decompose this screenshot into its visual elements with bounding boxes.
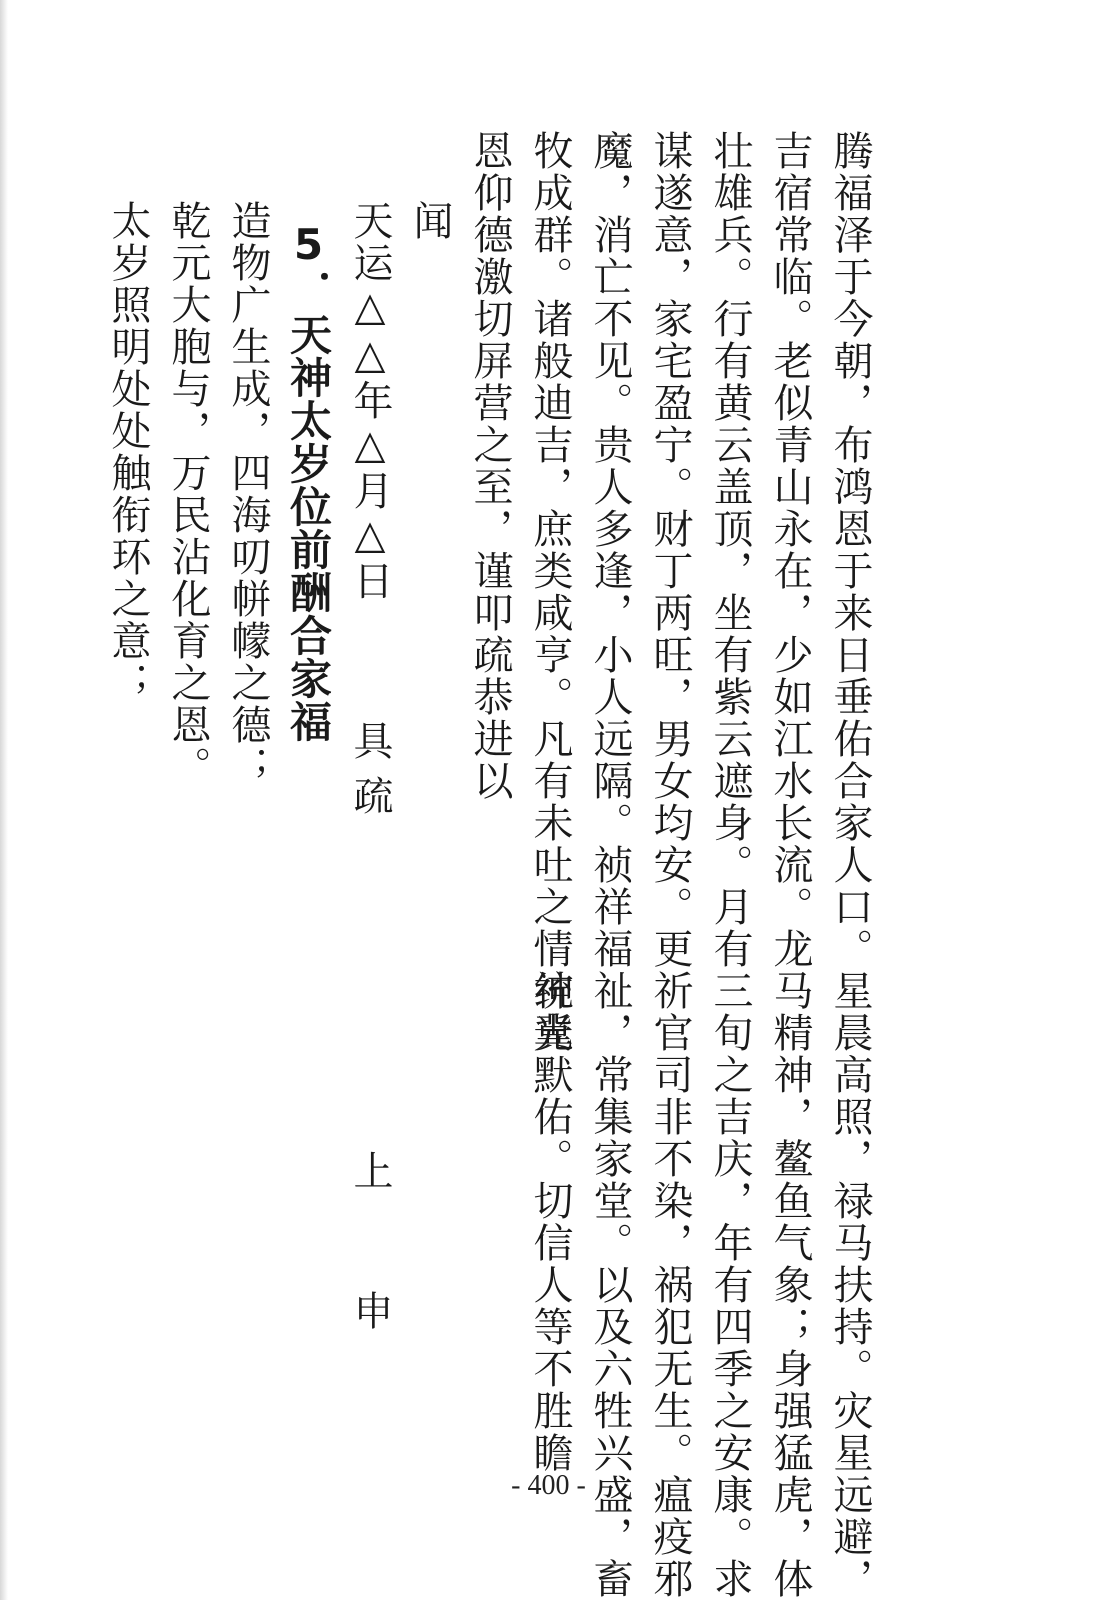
wen-character: 闻 [407,200,453,242]
closing-ju: 具 [347,720,393,762]
body-column-3: 壮雄兵。行有黄云盖顶，坐有紫云遮身。月有三旬之吉庆，年有四季之安康。求 [707,130,753,1600]
body-column-6-tail: 神光默佑。切信人等不胜瞻 [527,970,573,1474]
closing-shu: 疏 [347,775,393,817]
body-column-7: 恩仰德激切屏营之至，谨叩疏恭进以 [467,130,513,802]
page-number: - 400 - [511,1470,586,1501]
section-line-3: 太岁照明处处触衔环之意； [105,200,151,704]
section-heading: 5．天神太岁位前酬合家福 [284,220,333,743]
page-edge [0,0,8,1600]
body-column-5: 魔，消亡不见。贵人多逢，小人远隔。祯祥福祉，常集家堂。以及六牲兴盛，畜 [587,130,633,1600]
body-column-6: 牧成群。诸般迪吉，庶类咸亨。凡有未吐之情统冀 [527,130,573,1054]
body-column-2: 吉宿常临。老似青山永在，少如江水长流。龙马精神，鳌鱼气象；身强猛虎，体 [767,130,813,1600]
body-column-4: 谋遂意，家宅盈宁。财丁两旺，男女均安。更祈官司非不染，祸犯无生。瘟疫邪 [647,130,693,1600]
closing-shen: 申 [347,1290,393,1332]
closing-date: 天运△△年△月△日 [347,200,393,602]
section-line-2: 乾元大胞与，万民沾化育之恩。 [165,200,211,788]
section-line-1: 造物广生成，四海叨帡幪之德； [225,200,271,788]
body-column-1: 腾福泽于今朝，布鸿恩于来日垂佑合家人口。星晨高照，禄马扶持。灾星远避， [827,130,873,1600]
closing-shang: 上 [347,1150,393,1192]
